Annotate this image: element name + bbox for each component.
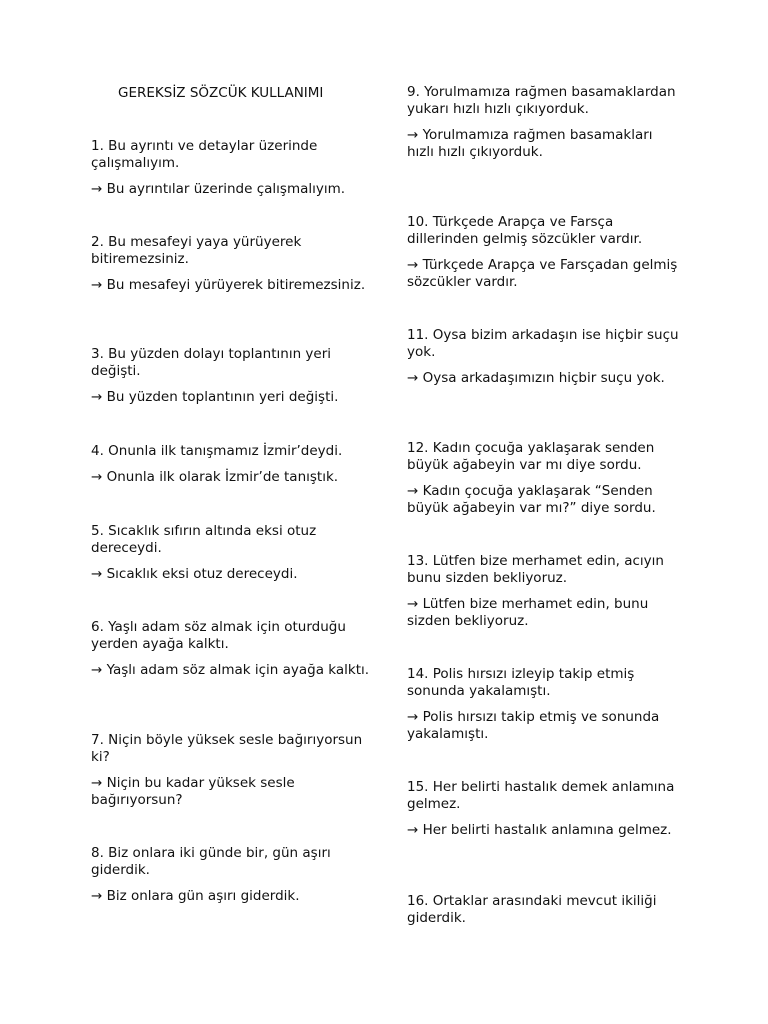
item-correction: → Biz onlara gün aşırı giderdik. [91, 888, 300, 904]
list-item [407, 666, 679, 743]
list-item [91, 619, 381, 679]
item-sentence: 3. Bu yüzden dolayı toplantının yeri değişti. [91, 346, 332, 379]
item-sentence: 6. Yaşlı adam söz almak için oturduğu yerden ayağa kalktı. [91, 619, 346, 652]
list-item [407, 327, 679, 387]
item-sentence: 8. Biz onlara iki günde bir, gün aşırı giderdik. [91, 845, 331, 878]
item-correction: → Türkçede Arapça ve Farsçadan gelmiş sözcükler vardır. [407, 257, 678, 290]
list-item [91, 732, 381, 809]
item-correction: → Onunla ilk olarak İzmir’de tanıştık. [91, 469, 339, 485]
item-sentence: 9. Yorulmamıza rağmen basamaklardan yukarı hızlı hızlı çıkıyorduk. [407, 84, 676, 117]
item-sentence: 15. Her belirti hastalık demek anlamına gelmez. [407, 779, 675, 812]
item-correction: → Her belirti hastalık anlamına gelmez. [407, 822, 672, 838]
page-title: GEREKSİZ SÖZCÜK KULLANIMI [118, 85, 324, 101]
list-item [407, 84, 679, 161]
list-item [91, 346, 381, 406]
list-item [91, 523, 381, 583]
item-sentence: 7. Niçin böyle yüksek sesle bağırıyorsun ki? [91, 732, 363, 765]
list-item [91, 138, 381, 198]
item-sentence: 13. Lütfen bize merhamet edin, acıyın bunu sizden bekliyoruz. [407, 553, 664, 586]
item-correction: → Bu ayrıntılar üzerinde çalışmalıyım. [91, 181, 346, 197]
item-sentence: 10. Türkçede Arapça ve Farsça dillerinden gelmiş sözcükler vardır. [407, 214, 643, 247]
list-item [91, 845, 381, 905]
item-correction: → Kadın çocuğa yaklaşarak “Senden büyük ağabeyin var mı?” diye sordu. [407, 483, 656, 516]
item-correction: → Yorulmamıza rağmen basamakları hızlı hızlı çıkıyorduk. [407, 127, 653, 160]
item-sentence: 14. Polis hırsızı izleyip takip etmiş sonunda yakalamıştı. [407, 666, 635, 699]
item-sentence: 16. Ortaklar arasındaki mevcut ikiliği giderdik. [407, 893, 657, 926]
list-item [91, 443, 381, 486]
item-sentence: 2. Bu mesafeyi yaya yürüyerek bitiremezsiniz. [91, 234, 302, 267]
list-item [407, 440, 679, 517]
item-correction: → Polis hırsızı takip etmiş ve sonunda yakalamıştı. [407, 709, 660, 742]
list-item [407, 893, 679, 927]
list-item [407, 779, 679, 839]
item-correction: → Bu mesafeyi yürüyerek bitiremezsiniz. [91, 277, 366, 293]
list-item [407, 553, 679, 630]
item-correction: → Lütfen bize merhamet edin, bunu sizden bekliyoruz. [407, 596, 649, 629]
item-sentence: 11. Oysa bizim arkadaşın ise hiçbir suçu yok. [407, 327, 679, 360]
item-correction: → Sıcaklık eksi otuz dereceydi. [91, 566, 298, 582]
item-correction: → Oysa arkadaşımızın hiçbir suçu yok. [407, 370, 665, 386]
item-correction: → Niçin bu kadar yüksek sesle bağırıyorsun? [91, 775, 295, 808]
item-correction: → Bu yüzden toplantının yeri değişti. [91, 389, 339, 405]
item-sentence: 4. Onunla ilk tanışmamız İzmir’deydi. [91, 443, 343, 459]
item-sentence: 5. Sıcaklık sıfırın altında eksi otuz dereceydi. [91, 523, 317, 556]
item-sentence: 1. Bu ayrıntı ve detaylar üzerinde çalışmalıyım. [91, 138, 318, 171]
list-item [91, 234, 381, 294]
list-item [407, 214, 679, 291]
item-sentence: 12. Kadın çocuğa yaklaşarak senden büyük ağabeyin var mı diye sordu. [407, 440, 655, 473]
item-correction: → Yaşlı adam söz almak için ayağa kalktı. [91, 662, 370, 678]
